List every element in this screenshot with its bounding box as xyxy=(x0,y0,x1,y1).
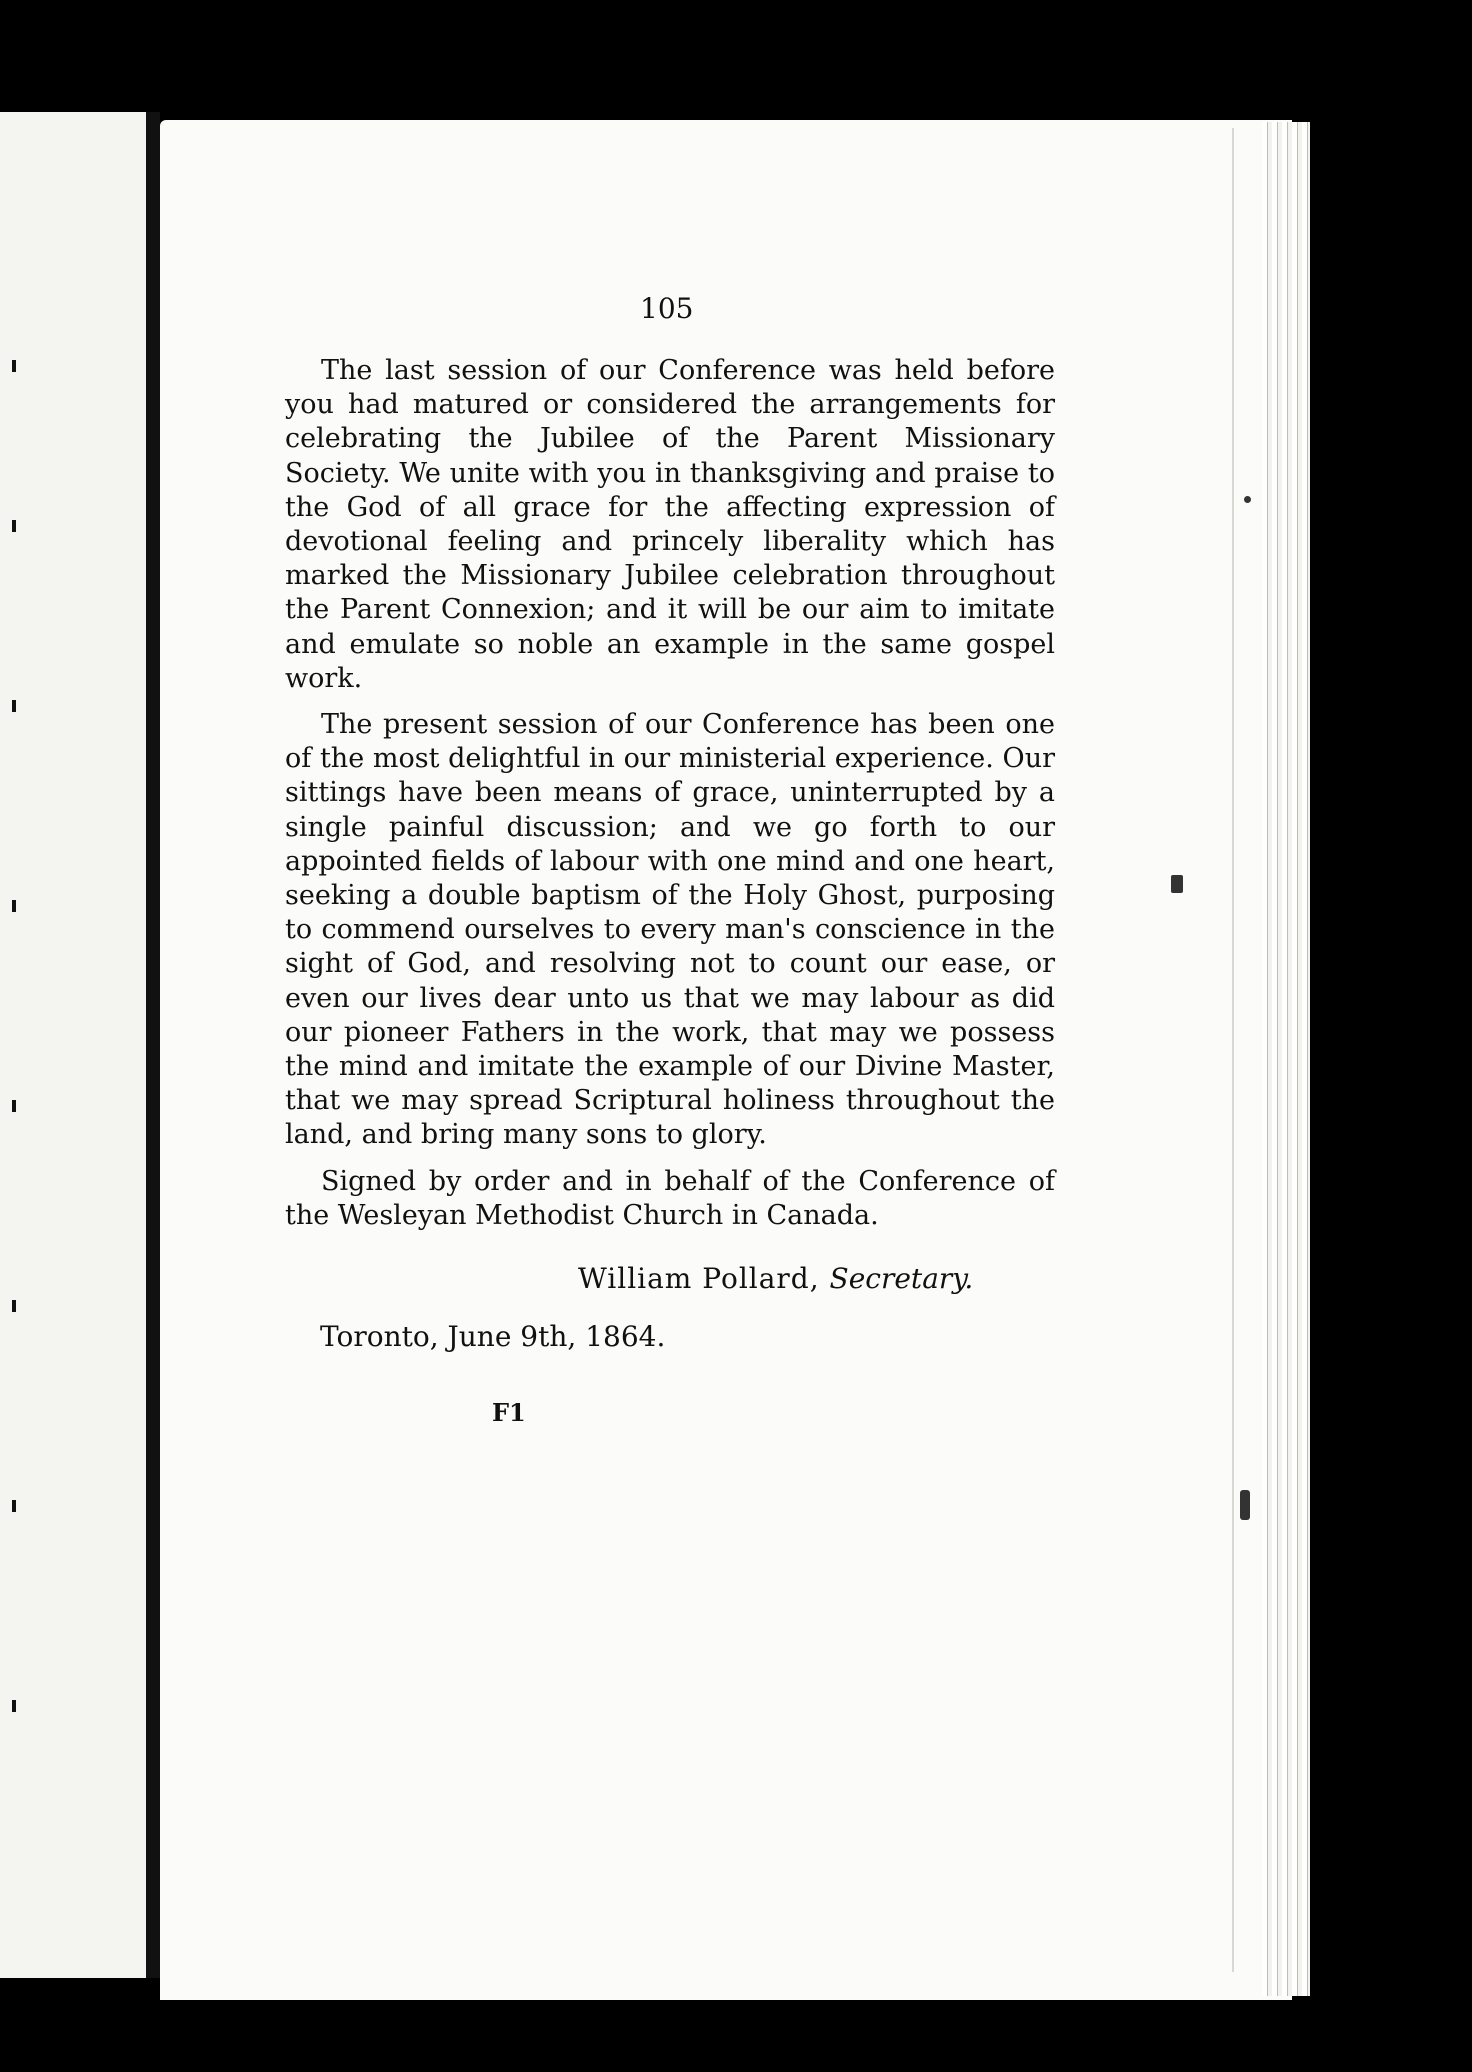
margin-mark xyxy=(12,1500,16,1512)
margin-mark xyxy=(12,1700,16,1712)
body-paragraph-3: Signed by order and in behalf of the Conference of the Wesleyan Methodist Church in Canada. xyxy=(285,1165,1055,1231)
ink-mark xyxy=(1240,1490,1250,1520)
margin-mark xyxy=(12,520,16,532)
body-paragraph-1: The last session of our Conference was held before you had matured or considered the arrangements for celebrating the Jubilee of the Parent Missionary Society. We unite with you in thanksgiving and praise to the God of all grace for the affecting expression of devotional feeling and princely liberality which has marked the Missionary Jubilee celebration throughout the Parent Connexion; and it will be our aim to imitate and emulate so noble an example in the same gospel work. xyxy=(285,355,1055,694)
page-number: 105 xyxy=(640,292,694,325)
signature-line xyxy=(578,1262,973,1295)
ink-speck xyxy=(1244,496,1251,503)
margin-mark xyxy=(12,1100,16,1112)
dateline: Toronto, June 9th, 1864. xyxy=(320,1320,666,1353)
left-page-edge xyxy=(0,112,149,1978)
page-stack-edges xyxy=(1262,122,1310,1996)
margin-mark xyxy=(12,700,16,712)
ink-mark xyxy=(1171,875,1183,893)
document-body xyxy=(285,354,1055,1245)
printer-signature-mark: F1 xyxy=(492,1398,526,1427)
margin-mark xyxy=(12,900,16,912)
signer-title: Secretary. xyxy=(829,1262,974,1295)
margin-mark xyxy=(12,360,16,372)
body-paragraph-2: The present session of our Conference has been one of the most delightful in our ministerial experience. Our sittings have been means of grace, uninterrupted by a single painful discussion; and we go forth to our appointed fields of labour with one mind and one heart, seeking a double baptism of the Holy Ghost, purposing to commend ourselves to every man's conscience in the sight of God, and resolving not to count our ease, or even our lives dear unto us that we may labour as did our pioneer Fathers in the work, that may we possess the mind and imitate the example of our Divine Master, that we may spread Scriptural holiness throughout the land, and bring many sons to glory. xyxy=(285,709,1055,1151)
margin-mark xyxy=(12,1300,16,1312)
book-gutter xyxy=(146,112,160,1978)
signer-name: William Pollard, xyxy=(578,1262,820,1295)
